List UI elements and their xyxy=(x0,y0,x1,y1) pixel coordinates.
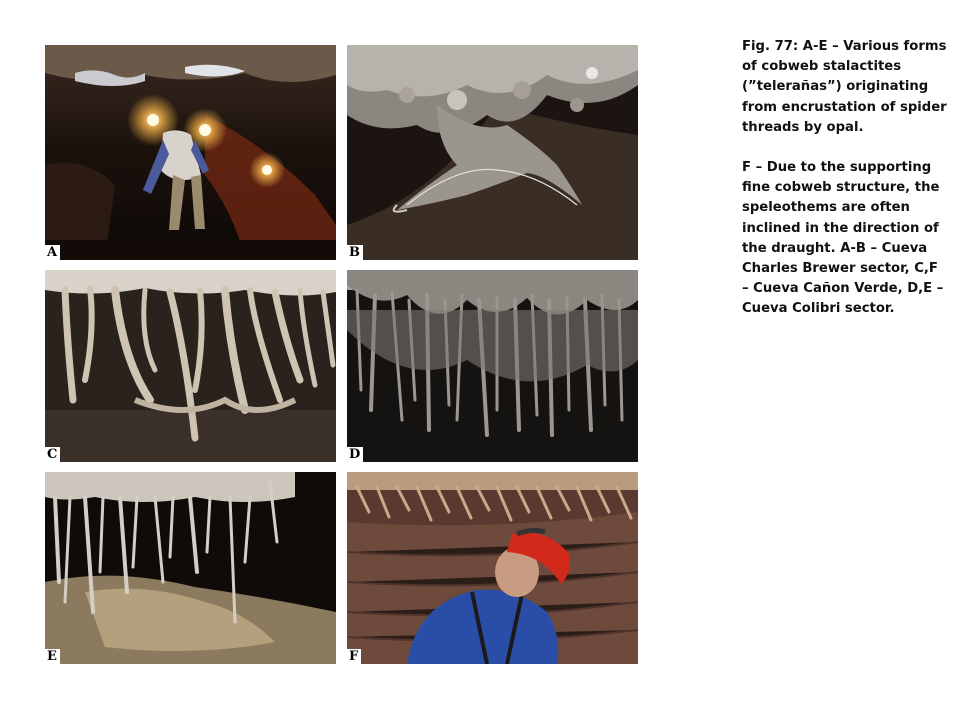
panel-label-d: D xyxy=(347,447,363,462)
photo-panel-c xyxy=(45,270,336,462)
photo-panel-f xyxy=(347,472,638,664)
photo-d-image xyxy=(347,270,638,462)
photo-panel-a xyxy=(45,45,336,260)
panel-label-f: F xyxy=(347,649,361,664)
panel-label-b: B xyxy=(347,245,363,260)
photo-a-image xyxy=(45,45,336,260)
photo-panel-d xyxy=(347,270,638,462)
photo-f-image xyxy=(347,472,638,664)
photo-panel-b xyxy=(347,45,638,260)
photo-c-image xyxy=(45,270,336,462)
caption-gap xyxy=(742,138,947,158)
photo-panel-e xyxy=(45,472,336,664)
caption-paragraph-2: F – Due to the supporting fine cobweb structure, the speleothems are often inclined in the direction of the draught. A-B – Cueva Charles Brewer sector, C,F – Cueva Cañon Verde, D,E – Cueva Colibri sector. xyxy=(742,160,944,317)
photo-b-image xyxy=(347,45,638,260)
panel-label-c: C xyxy=(45,447,60,462)
panel-label-a: A xyxy=(45,245,60,260)
caption-paragraph-1: Fig. 77: A-E – Various forms of cobweb stalactites (”telerañas”) originating from encrustation of spider threads by opal. xyxy=(742,39,947,135)
photo-e-image xyxy=(45,472,336,664)
panel-label-e: E xyxy=(45,649,60,664)
figure-caption xyxy=(742,37,947,320)
